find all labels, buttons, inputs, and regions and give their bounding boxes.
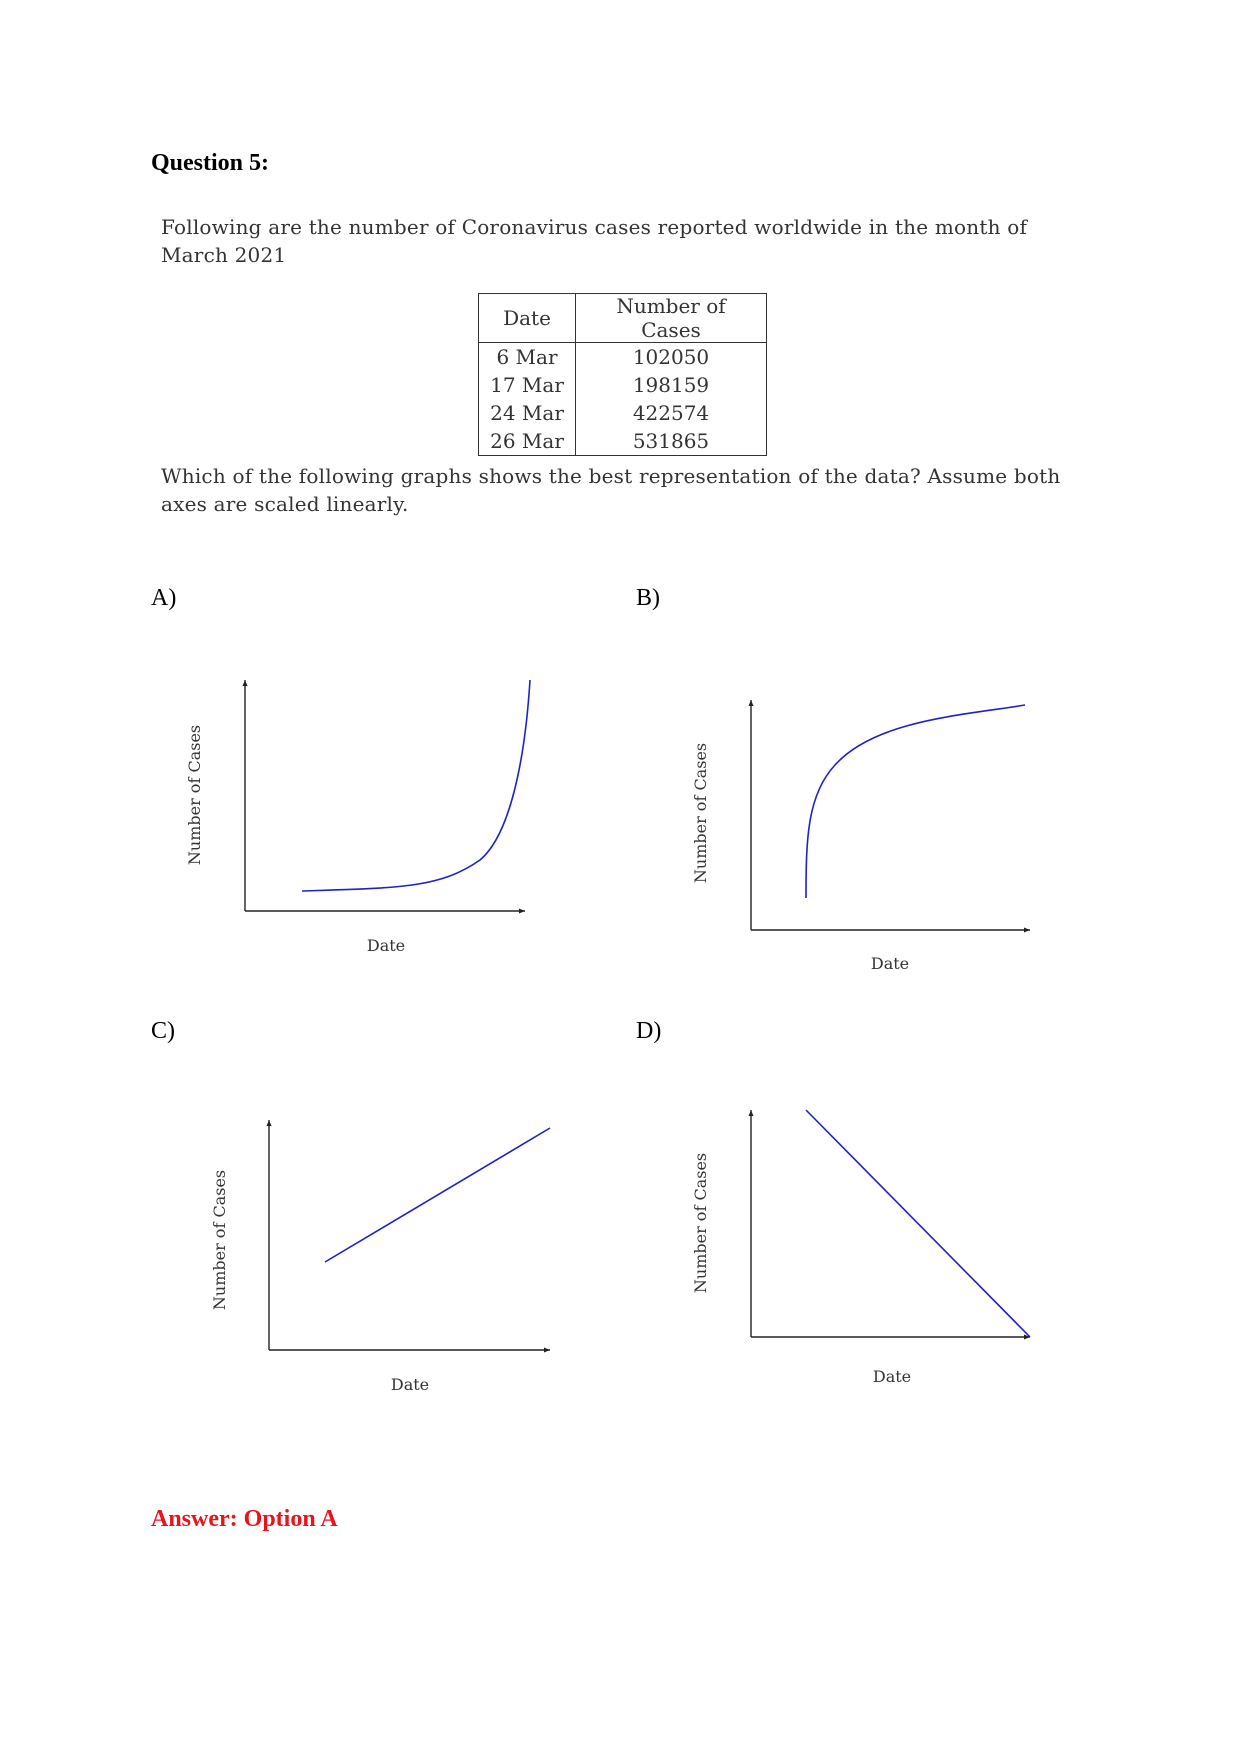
y-axis-arrow-icon xyxy=(749,1110,754,1116)
table-cell-cases: 102050 xyxy=(632,345,710,369)
y-axis-label: Number of Cases xyxy=(185,724,204,866)
graph-option-b xyxy=(685,690,1045,990)
x-axis-label: Date xyxy=(870,954,910,973)
option-c-label: C) xyxy=(151,1018,175,1044)
question-prompt: Which of the following graphs shows the best representation of the data? Assume both axes are scaled linearly. xyxy=(161,464,1061,516)
curve-exponential xyxy=(302,680,530,891)
question-title: Question 5: xyxy=(151,150,270,176)
table-cell-date: 6 Mar xyxy=(479,343,576,372)
table-row xyxy=(479,371,767,399)
y-axis-arrow-icon xyxy=(243,680,248,686)
x-axis-arrow-icon xyxy=(1024,928,1030,933)
table-cell-date: 17 Mar xyxy=(479,371,576,399)
option-a-label: A) xyxy=(151,585,177,611)
table-row xyxy=(479,343,767,372)
option-d-label: D) xyxy=(636,1018,662,1044)
table-cell-date: 24 Mar xyxy=(479,399,576,427)
x-axis-arrow-icon xyxy=(519,909,525,914)
y-axis-label: Number of Cases xyxy=(691,742,710,884)
table-row xyxy=(479,399,767,427)
table-header-row xyxy=(479,294,767,343)
cases-table xyxy=(478,293,767,456)
graph-option-d xyxy=(685,1100,1045,1400)
table-cell-cases: 422574 xyxy=(632,401,710,425)
answer-text: Answer: Option A xyxy=(151,1506,338,1532)
curve-linear-decreasing xyxy=(806,1110,1030,1337)
x-axis-label: Date xyxy=(366,936,406,955)
y-axis-arrow-icon xyxy=(749,700,754,706)
y-axis-arrow-icon xyxy=(267,1120,272,1126)
y-axis-label: Number of Cases xyxy=(210,1169,229,1311)
option-b-label: B) xyxy=(636,585,660,611)
table-cell-cases: 198159 xyxy=(632,373,710,397)
curve-linear-increasing xyxy=(325,1128,550,1262)
x-axis-label: Date xyxy=(390,1375,430,1394)
table-row xyxy=(479,427,767,456)
x-axis-label: Date xyxy=(872,1367,912,1386)
graph-option-c xyxy=(205,1110,565,1410)
table-header-cases: Number of Cases xyxy=(576,294,767,343)
curve-logarithmic xyxy=(806,705,1025,898)
table-header-date: Date xyxy=(479,294,576,343)
table-cell-cases: 531865 xyxy=(632,429,710,453)
x-axis-arrow-icon xyxy=(544,1348,550,1353)
y-axis-label: Number of Cases xyxy=(691,1152,710,1294)
table-cell-date: 26 Mar xyxy=(479,427,576,456)
question-intro: Following are the number of Coronavirus cases reported worldwide in the month of March 2021 xyxy=(161,215,1028,267)
graph-option-a xyxy=(180,670,540,970)
